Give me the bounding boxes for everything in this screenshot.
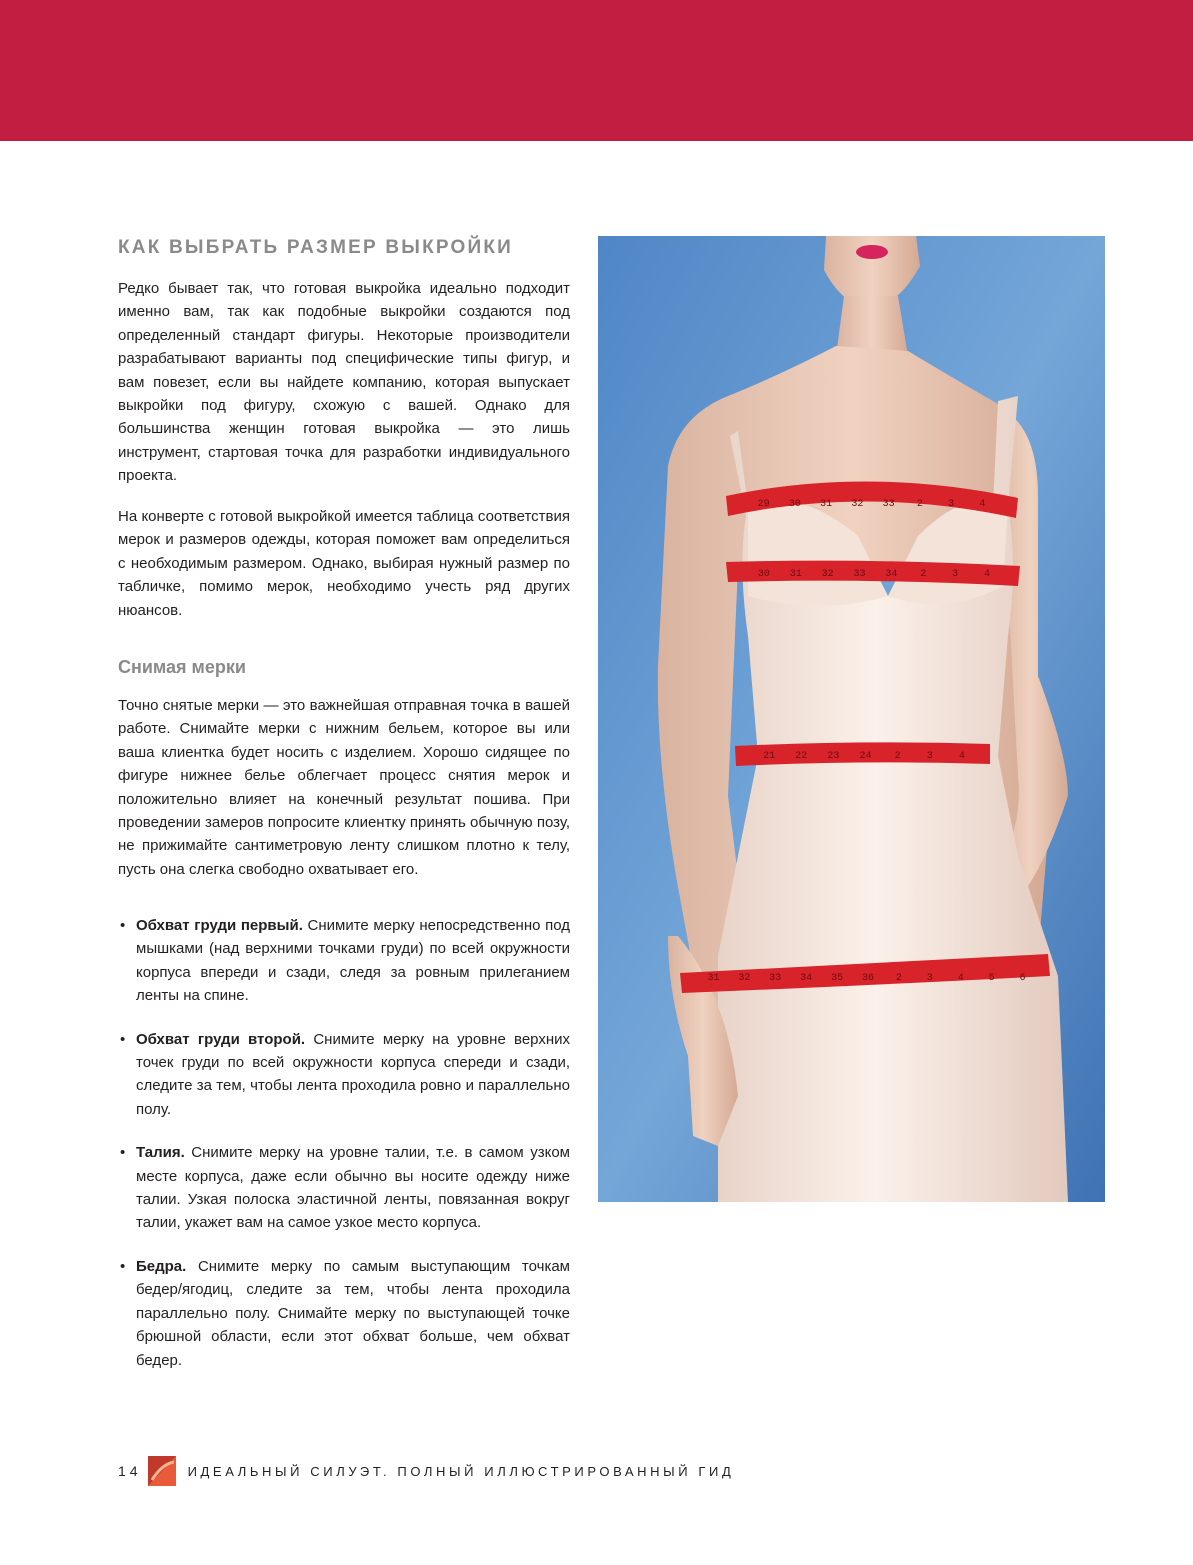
tape-number: 3 [926,973,933,984]
list-item-upper-bust: • Обхват груди первый. Снимите мерку непосредственно под мышками (над верхними точками груди) по всей окружности корпуса впереди и сзади, следя за ровным прилеганием ленты на спине. [118,914,570,1008]
measure-paragraph: Точно снятые мерки — это важнейшая отправная точка в вашей работе. Снимайте мерки с нижним бельем, которое вы или ваша клиентка будет носить с изделием. Хорошо сидящее по фигуре нижнее белье облегчает процесс снятия мерок и положительно влияет на конечный результат пошива. При проведении замеров попросите клиентку принять обычную позу, не прижимайте сантиметровую ленту слишком плотно к телу, пусть она слегка свободно охватывает его. [118,697,570,878]
tape-number: 31 [820,499,833,510]
tape-number: 6 [1019,973,1026,984]
tape-number: 29 [757,499,770,510]
page-footer [118,1454,734,1488]
tape-number: 33 [769,973,782,984]
tape-number: 33 [853,569,866,580]
list-item-waist: • Талия. Снимите мерку на уровне талии, т.е. в самом узком месте корпуса, даже если обычно вы носите одежду ниже талии. Узкая полоска эластичной ленты, повязанная вокруг талии, укажет вам на самое узкое место корпуса. [118,1141,570,1235]
top-banner [0,0,1193,141]
intro-paragraph-1: Редко бывает так, что готовая выкройка идеально подходит именно вам, так как подобные выкройки создаются под определенный стандарт фигуры. Некоторые производители разрабатывают варианты под специфические типы фигур, и вам повезет, если вы найдете компанию, которая выпускает выкройки под фигуру, схожую с вашей. Однако для большинства женщин готовая выкройка — это лишь инструмент, стартовая точка для разработки индивидуального проекта. [118,280,570,485]
tape-number: 32 [738,973,751,984]
tape-number: 4 [979,499,986,510]
tape-number: 4 [957,973,964,984]
tape-number: 24 [859,751,872,762]
tape-number: 2 [894,751,901,762]
tape-number: 21 [763,751,776,762]
tape-number: 4 [984,569,991,580]
tape-number: 32 [851,499,864,510]
tape-number: 3 [926,751,933,762]
lips [856,245,888,259]
tape-number: 3 [952,569,959,580]
page-number: 14 [118,1463,142,1479]
book-title: ИДЕАЛЬНЫЙ СИЛУЭТ. ПОЛНЫЙ ИЛЛЮСТРИРОВАННЫЙ ГИД [187,1463,735,1479]
tape-number: 32 [821,569,834,580]
tape-number: 31 [707,973,720,984]
tape-number: 31 [789,569,802,580]
list-item-hips: • Бедра. Снимите мерку по самым выступающим точкам бедер/ягодиц, следите за тем, чтобы лента проходила параллельно полу. Снимайте мерку по выступающей точке брюшной области, если этот обхват больше, чем обхват бедер. [118,1255,570,1372]
tape-number: 5 [988,973,995,984]
intro-paragraph-2: На конверте с готовой выкройкой имеется таблица соответствия мерок и размеров одежды, которая поможет вам определиться с необходимым размером. Однако, выбирая нужный размер по табличке, помимо мерок, необходимо учесть ряд других нюансов. [118,508,570,619]
measuring-photo [598,236,1105,1202]
tape-number: 34 [800,973,813,984]
subsection-heading: Снимая мерки [118,657,246,677]
list-item-bust: • Обхват груди второй. Снимите мерку на уровне верхних точек груди по всей окружности корпуса спереди и сзади, следите за тем, чтобы лента проходила ровно и параллельно полу. [118,1028,570,1122]
tape-number: 4 [958,751,965,762]
tape-number: 30 [757,569,770,580]
tape-number: 30 [788,499,801,510]
tape-number: 23 [827,751,840,762]
tape-number: 33 [882,499,895,510]
tape-number: 34 [885,569,898,580]
measurement-list [118,914,570,1392]
tape-number: 22 [795,751,808,762]
footer-logo-mark [148,1456,176,1486]
tape-number: 2 [895,973,902,984]
tape-number: 35 [831,973,844,984]
tape-number: 2 [916,499,923,510]
tape-number: 3 [948,499,955,510]
tape-number: 2 [920,569,927,580]
section-heading: КАК ВЫБРАТЬ РАЗМЕР ВЫКРОЙКИ [118,237,513,258]
tape-number: 36 [861,973,875,984]
